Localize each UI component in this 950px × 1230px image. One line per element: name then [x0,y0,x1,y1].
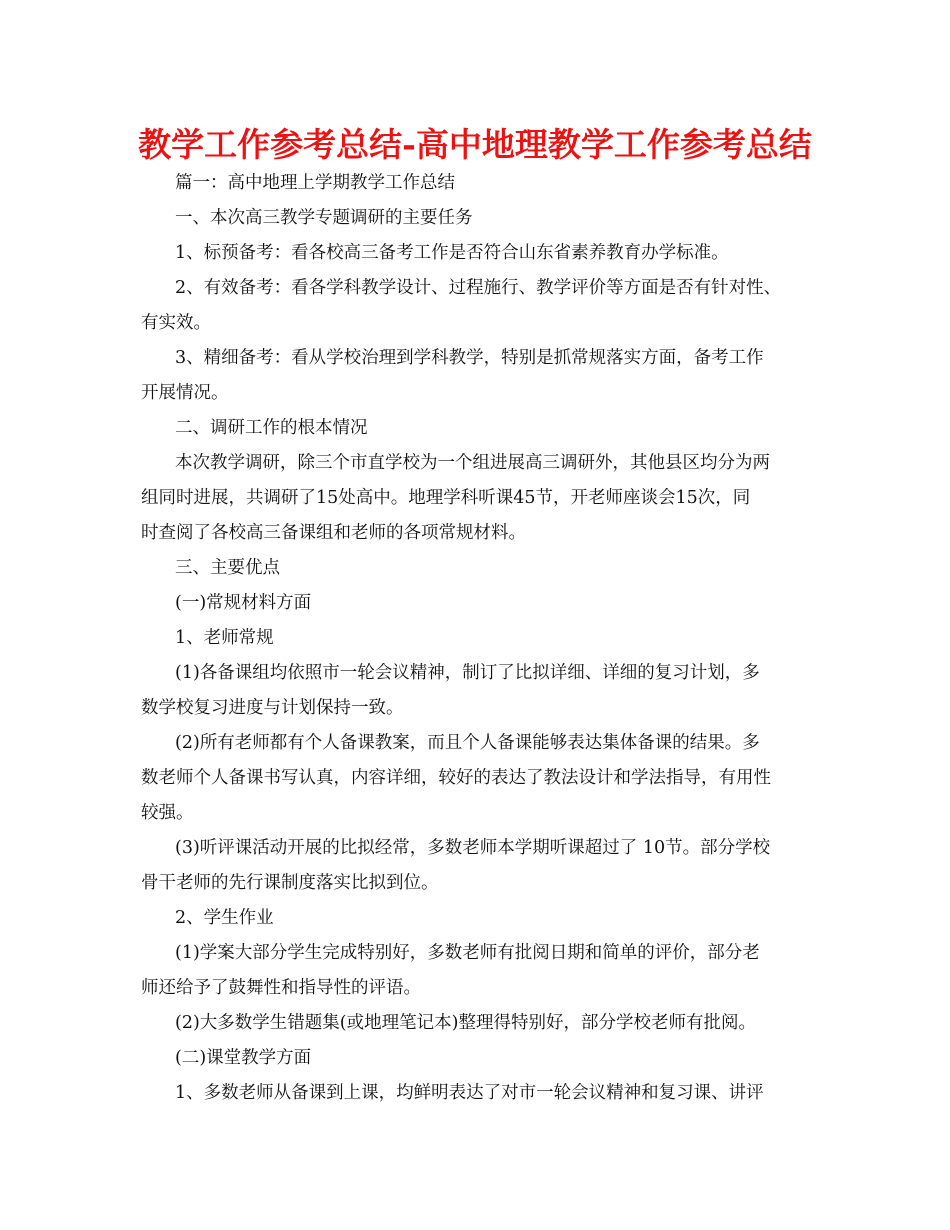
paragraph-line: 开展情况。 [141,383,229,403]
paragraph-line: 数学校复习进度与计划保持一致。 [141,698,404,718]
section-heading: 二、调研工作的根本情况 [175,418,368,438]
subsection-heading: (二)课堂教学方面 [175,1048,312,1068]
subsection-heading: 2、学生作业 [175,908,274,928]
paragraph-line: (1)各备课组均依照市一轮会议精神，制订了比拟详细、详细的复习计划，多 [175,663,760,683]
subsection-heading: 1、老师常规 [175,628,274,648]
paragraph-line: 数老师个人备课书写认真，内容详细，较好的表达了教法设计和学法指导，有用性 [141,768,771,788]
paragraph-line: 3、精细备考：看从学校治理到学科教学，特别是抓常规落实方面，备考工作 [175,348,764,368]
paragraph-line: 师还给予了鼓舞性和指导性的评语。 [141,978,421,998]
document-body [141,166,821,1111]
paragraph-line: 骨干老师的先行课制度落实比拟到位。 [141,873,439,893]
paragraph-line: 2、有效备考：看各学科教学设计、过程施行、教学评价等方面是否有针对性、 [175,278,782,298]
paragraph-line: 较强。 [141,803,194,823]
paragraph-line: 组同时进展，共调研了15处高中。地理学科听课45节，开老师座谈会15次，同 [141,488,751,508]
paragraph-line: (2)大多数学生错题集(或地理笔记本)整理得特别好，部分学校老师有批阅。 [175,1013,756,1033]
section-heading: 一、本次高三教学专题调研的主要任务 [175,208,473,228]
section-heading: 三、主要优点 [175,558,280,578]
paragraph-line: 1、标预备考：看各校高三备考工作是否符合山东省素养教育办学标准。 [175,243,729,263]
paragraph-line: 时查阅了各校高三备课组和老师的各项常规材料。 [141,523,526,543]
paragraph-line: (3)听评课活动开展的比拟经常，多数老师本学期听课超过了 10节。部分学校 [175,838,771,858]
paragraph-line: (2)所有老师都有个人备课教案，而且个人备课能够表达集体备课的结果。多 [175,733,760,753]
subsection-heading: (一)常规材料方面 [175,593,312,613]
paragraph-line: 本次教学调研，除三个市直学校为一个组进展高三调研外，其他县区均分为两 [175,453,770,473]
document-title: 教学工作参考总结-高中地理教学工作参考总结 [138,125,812,164]
paragraph-line: (1)学案大部分学生完成特别好，多数老师有批阅日期和简单的评价，部分老 [175,943,760,963]
paragraph-line: 有实效。 [141,313,211,333]
section-heading: 篇一：高中地理上学期教学工作总结 [175,173,455,193]
paragraph-line: 1、多数老师从备课到上课，均鲜明表达了对市一轮会议精神和复习课、讲评 [175,1083,764,1103]
